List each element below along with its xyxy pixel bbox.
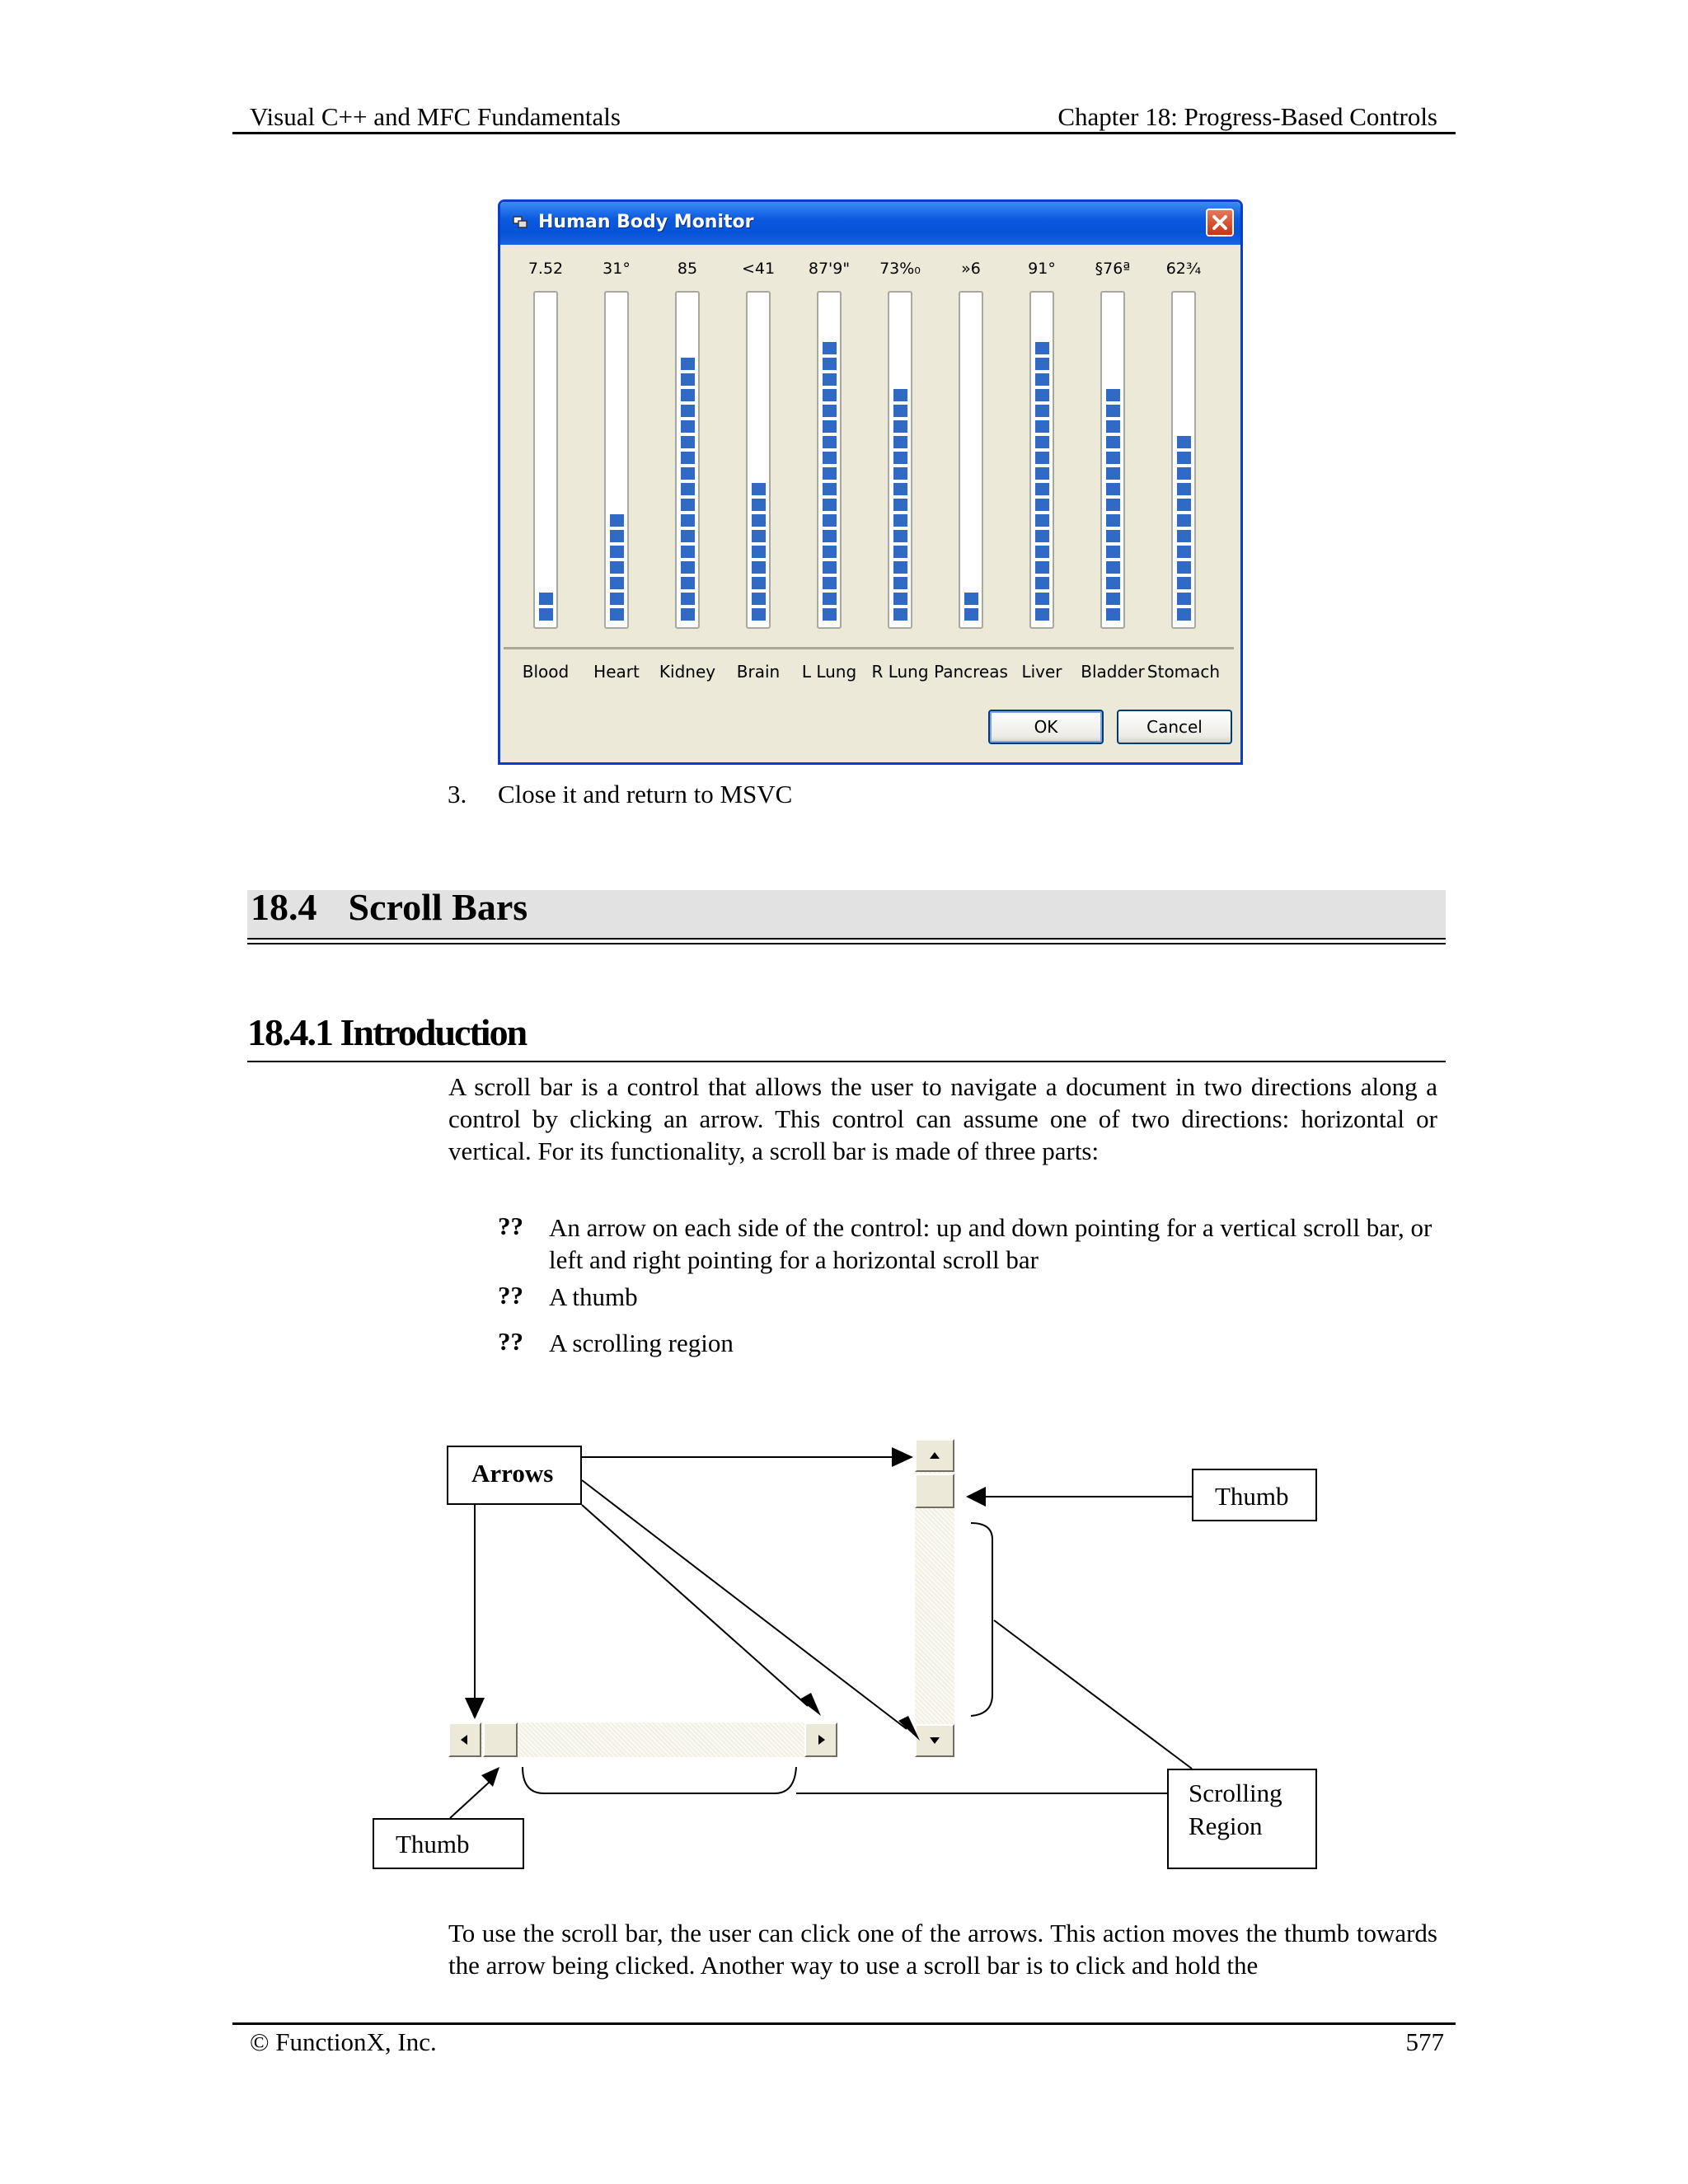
- gauge-segment: [1035, 389, 1049, 401]
- gauge-segment: [681, 577, 695, 589]
- gauge-segment: [681, 405, 695, 417]
- intro-paragraph: A scroll bar is a control that allows the user to navigate a document in two directions along a control by clicking an arrow. This control can assume one of two directions: horizontal or vertical. For its functionality, a scroll bar is made of three parts:: [448, 1072, 1437, 1165]
- gauge-segment: [681, 593, 695, 605]
- gauge-segment: [1106, 452, 1120, 464]
- gauge-track-heart: [604, 291, 629, 629]
- gauge-segment: [1177, 436, 1191, 448]
- dialog-title: Human Body Monitor: [538, 212, 754, 232]
- gauge-segment: [1177, 546, 1191, 558]
- gauge-segment: [823, 608, 837, 621]
- gauge-segment: [1177, 483, 1191, 495]
- gauge-segment: [1035, 483, 1049, 495]
- gauge-segment: [752, 577, 766, 589]
- vertical-down-arrow: [915, 1724, 954, 1757]
- step-text: Close it and return to MSVC: [498, 780, 793, 808]
- list-item: [498, 1327, 1437, 1360]
- gauge-segment: [681, 608, 695, 621]
- gauge-segment: [1035, 546, 1049, 558]
- list-item: [498, 1281, 1437, 1327]
- gauge-segment: [681, 514, 695, 527]
- bullet-text: A scrolling region: [549, 1329, 734, 1357]
- gauge-value-label: 62¾: [1165, 260, 1202, 278]
- thumb-callout-bottom: Thumb: [373, 1818, 524, 1869]
- gauge-segment: [1035, 373, 1049, 386]
- gauge-segment: [1177, 499, 1191, 511]
- section-rule-2: [247, 943, 1446, 944]
- gauge-segment: [681, 561, 695, 574]
- gauge-segment: [1035, 452, 1049, 464]
- gauge-track-r-lung: [888, 291, 912, 629]
- gauge-segment: [1035, 561, 1049, 574]
- gauge-segment: [539, 593, 553, 605]
- gauge-segment: [1035, 577, 1049, 589]
- gauge-segment: [1177, 467, 1191, 480]
- gauge-segment: [681, 546, 695, 558]
- gauge-value-label: »6: [961, 260, 981, 278]
- gauge-segment: [1177, 530, 1191, 542]
- ok-button[interactable]: OK: [988, 710, 1104, 744]
- gauge-segment: [1177, 452, 1191, 464]
- gauge-segment: [893, 593, 907, 605]
- gauge-track-stomach: [1171, 291, 1196, 629]
- gauge-segment: [1035, 436, 1049, 448]
- gauge-segment: [610, 608, 624, 621]
- gauge-segment: [752, 530, 766, 542]
- subsection-heading: 18.4.1 Introduction: [247, 1011, 527, 1053]
- gauge-name-label: Stomach: [1146, 662, 1221, 682]
- gauge-segment: [1106, 420, 1120, 433]
- gauge-value-label: 87'9": [808, 260, 851, 278]
- gauge-segment: [1106, 467, 1120, 480]
- gauge-segment: [610, 546, 624, 558]
- subsection-rule: [247, 1061, 1446, 1062]
- scrolling-region-callout: Scrolling Region: [1167, 1769, 1317, 1869]
- section-number: 18.4: [251, 886, 317, 928]
- gauge-value-label: <41: [741, 260, 776, 278]
- gauge-name-label: R Lung: [871, 662, 929, 682]
- gauge-segment: [681, 389, 695, 401]
- gauge-segment: [893, 389, 907, 401]
- gauge-segment: [681, 358, 695, 370]
- gauge-segment: [1106, 514, 1120, 527]
- gauge-value-label: 31°: [603, 260, 631, 278]
- arrow-down-icon: [917, 1726, 953, 1755]
- gauge-segment: [893, 452, 907, 464]
- gauge-value-label: 73%₀: [879, 260, 921, 278]
- close-icon: [1207, 210, 1232, 235]
- gauge-segment: [823, 593, 837, 605]
- gauge-segment: [752, 593, 766, 605]
- gauge-segment: [610, 514, 624, 527]
- gauge-segment: [1035, 405, 1049, 417]
- gauge-segment: [752, 608, 766, 621]
- gauge-segment: [681, 452, 695, 464]
- human-body-monitor-dialog: [498, 199, 1243, 765]
- gauge-segment: [681, 530, 695, 542]
- gauge-segment: [610, 593, 624, 605]
- gauge-segment: [823, 389, 837, 401]
- header-chapter-title: Chapter 18: Progress-Based Controls: [1057, 102, 1437, 131]
- gauge-segment: [752, 483, 766, 495]
- gauge-segment: [893, 467, 907, 480]
- gauge-name-label: Pancreas: [934, 662, 1008, 682]
- gauge-segment: [1106, 499, 1120, 511]
- gauge-segment: [1177, 514, 1191, 527]
- gauge-segment: [752, 561, 766, 574]
- gauge-name-label: L Lung: [801, 662, 857, 682]
- closing-paragraph: To use the scroll bar, the user can click one of the arrows. This action moves the thumb towards the arrow being clicked. Another way to use a scroll bar is to click and hold the: [448, 1919, 1437, 1980]
- gauge-segment: [964, 608, 978, 621]
- gauge-segment: [610, 530, 624, 542]
- gauge-segment: [752, 499, 766, 511]
- gauge-segment: [681, 373, 695, 386]
- gauge-track-bladder: [1100, 291, 1125, 629]
- gauge-segment: [1106, 389, 1120, 401]
- gauge-segment: [752, 546, 766, 558]
- gauge-track-kidney: [675, 291, 700, 629]
- gauge-segment: [1177, 593, 1191, 605]
- gauge-segment: [823, 546, 837, 558]
- bullet-text: A thumb: [549, 1282, 638, 1311]
- gauge-segment: [1106, 561, 1120, 574]
- gauge-segment: [893, 608, 907, 621]
- horizontal-right-arrow: [804, 1722, 837, 1757]
- gauge-value-label: 85: [677, 260, 698, 278]
- section-title: Scroll Bars: [348, 886, 528, 928]
- bullet-text: An arrow on each side of the control: up and down pointing for a vertical scroll bar, or left and right pointing for a horizontal scroll bar: [549, 1213, 1432, 1274]
- section-heading: [251, 885, 528, 929]
- vertical-thumb: [915, 1474, 954, 1508]
- gauge-segment: [1106, 483, 1120, 495]
- gauge-segment: [893, 420, 907, 433]
- gauge-track-brain: [746, 291, 771, 629]
- bullet-mark: ??: [498, 1212, 523, 1240]
- bullet-list: [498, 1212, 1437, 1360]
- cancel-button[interactable]: Cancel: [1117, 710, 1232, 744]
- gauge-name-label: Brain: [736, 662, 781, 682]
- gauge-segment: [681, 483, 695, 495]
- header-rule: [232, 132, 1456, 134]
- close-button[interactable]: [1206, 209, 1234, 237]
- gauge-segment: [823, 467, 837, 480]
- gauge-segment: [823, 373, 837, 386]
- gauge-segment: [823, 342, 837, 354]
- gauge-value-label: 91°: [1028, 260, 1056, 278]
- gauge-segment: [823, 530, 837, 542]
- gauge-segment: [752, 514, 766, 527]
- horizontal-thumb: [483, 1722, 518, 1757]
- gauge-segment: [1106, 436, 1120, 448]
- gauge-segment: [823, 452, 837, 464]
- gauge-segment: [893, 561, 907, 574]
- gauge-segment: [893, 499, 907, 511]
- gauge-segment: [1177, 561, 1191, 574]
- gauge-segment: [1035, 530, 1049, 542]
- gauge-segment: [681, 436, 695, 448]
- gauge-track-l-lung: [817, 291, 842, 629]
- gauge-segment: [1035, 358, 1049, 370]
- bullet-mark: ??: [498, 1327, 523, 1356]
- gauge-segment: [1035, 420, 1049, 433]
- step-number: 3.: [448, 780, 467, 808]
- gauge-segment: [893, 530, 907, 542]
- gauge-segment: [823, 561, 837, 574]
- gauge-segment: [823, 483, 837, 495]
- gauge-segment: [823, 358, 837, 370]
- horizontal-left-arrow: [448, 1722, 481, 1757]
- gauge-segment: [823, 405, 837, 417]
- gauge-track-liver: [1029, 291, 1054, 629]
- gauge-segment: [610, 577, 624, 589]
- footer-rule: [232, 2022, 1456, 2025]
- dialog-title-bar: [500, 202, 1240, 245]
- gauge-segment: [1035, 467, 1049, 480]
- gauge-segment: [1177, 608, 1191, 621]
- gauge-segment: [1035, 342, 1049, 354]
- gauge-segment: [893, 546, 907, 558]
- horizontal-scroll-region: [448, 1722, 837, 1757]
- gauge-segment: [893, 514, 907, 527]
- gauge-segment: [1035, 514, 1049, 527]
- footer-copyright: © FunctionX, Inc.: [250, 2027, 437, 2056]
- arrow-up-icon: [917, 1441, 953, 1470]
- vertical-scroll-region: [915, 1439, 954, 1757]
- gauge-name-label: Liver: [1021, 662, 1062, 682]
- gauge-value-label: 7.52: [528, 260, 564, 278]
- dialog-separator: [504, 647, 1234, 649]
- gauge-segment: [1106, 577, 1120, 589]
- gauge-segment: [1106, 608, 1120, 621]
- gauge-segment: [893, 577, 907, 589]
- app-icon: [512, 213, 530, 230]
- thumb-callout-top: Thumb: [1192, 1469, 1317, 1521]
- arrow-right-icon: [806, 1724, 836, 1755]
- gauge-segment: [893, 483, 907, 495]
- gauge-segment: [823, 499, 837, 511]
- gauge-segment: [681, 420, 695, 433]
- header-book-title: Visual C++ and MFC Fundamentals: [250, 102, 621, 131]
- bullet-mark: ??: [498, 1281, 523, 1310]
- gauge-segment: [893, 405, 907, 417]
- gauge-segment: [1106, 530, 1120, 542]
- gauge-segment: [1177, 577, 1191, 589]
- section-rule-1: [247, 938, 1446, 940]
- arrow-left-icon: [450, 1724, 480, 1755]
- gauge-segment: [823, 514, 837, 527]
- gauge-segment: [1035, 593, 1049, 605]
- vertical-up-arrow: [915, 1439, 954, 1472]
- gauge-segment: [1106, 546, 1120, 558]
- page-number: 577: [1405, 2027, 1444, 2056]
- gauge-segment: [823, 436, 837, 448]
- gauge-name-label: Heart: [593, 662, 640, 682]
- gauge-segment: [893, 436, 907, 448]
- gauge-segment: [1106, 405, 1120, 417]
- gauge-name-label: Kidney: [659, 662, 716, 682]
- gauge-segment: [823, 577, 837, 589]
- arrows-callout: Arrows: [447, 1446, 582, 1505]
- gauge-segment: [1035, 499, 1049, 511]
- gauge-segment: [539, 608, 553, 621]
- gauge-segment: [610, 561, 624, 574]
- gauge-segment: [823, 420, 837, 433]
- gauge-track-pancreas: [959, 291, 983, 629]
- gauge-segment: [681, 467, 695, 480]
- list-item: [498, 1212, 1437, 1281]
- gauge-value-label: §76ª: [1095, 260, 1131, 278]
- gauge-segment: [964, 593, 978, 605]
- gauge-segment: [1106, 593, 1120, 605]
- gauge-segment: [1035, 608, 1049, 621]
- gauge-track-blood: [533, 291, 558, 629]
- gauge-name-label: Blood: [522, 662, 570, 682]
- gauge-segment: [681, 499, 695, 511]
- gauge-name-label: Bladder: [1081, 662, 1145, 682]
